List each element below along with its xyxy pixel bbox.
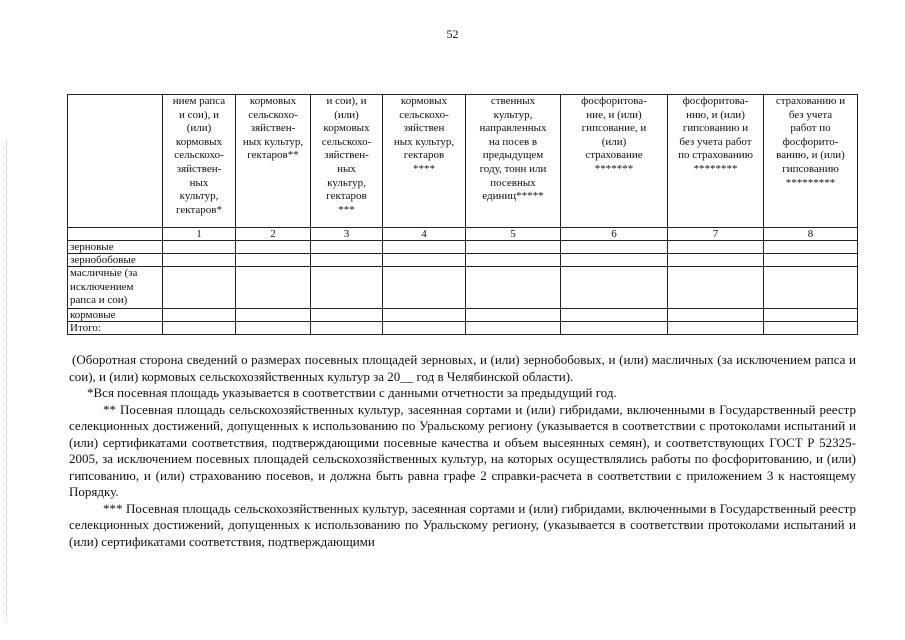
data-cell [163, 309, 236, 322]
data-cell [311, 241, 383, 254]
header-cell-col-3: и сои), и (или) кормовых сельскохо- зяйствен- ных культур, гектаров *** [311, 95, 383, 228]
data-cell [163, 322, 236, 335]
footnote-2: ** Посевная площадь сельскохозяйственных культур, засеянная сортами и (или) гибридами, включенными в Государственный реестр селекционных достижений, допущенных к использованию по Уральскому региону (указывается в соответствии с протоколами испытаний и (или) сертификатами соответствия, подтверждающими посевные качества и объем высеянных семян), и соответствующих ГОСТ Р 52325-2005, за исключением посевных площадей сельскохозяйственных культур, на которых осуществлялись работы по фосфоритованию, и (или) гипсованию, и (или) страхованию посевов, и должна быть равна графе 2 справки-расчета в соответствии с приложением 3 к настоящему Порядку. [69, 401, 856, 499]
data-cell [236, 254, 311, 267]
data-cell [764, 322, 858, 335]
table-row-legumes [68, 254, 858, 267]
header-cell-col-1: нием рапса и сои), и (или) кормовых сельскохо- зяйствен- ных культур, гектаров* [163, 95, 236, 228]
column-number: 1 [163, 228, 236, 241]
row-label: зерновые [68, 241, 163, 254]
data-cell [668, 254, 764, 267]
data-cell [236, 241, 311, 254]
header-cell-col-8: страхованию и без учета работ по фосфорито- ванию, и (или) гипсованию ********* [764, 95, 858, 228]
row-label: Итого: [68, 322, 163, 335]
header-cell-col-5: ственных культур, направленных на посев в предыдущем году, тонн или посевных единиц***** [466, 95, 561, 228]
table-row-oilseeds [68, 267, 858, 309]
header-cell-col-6: фосфоритова- ние, и (или) гипсование, и (или) страхование ******* [561, 95, 668, 228]
column-number-label [68, 228, 163, 241]
column-number: 5 [466, 228, 561, 241]
table-caption: (Оборотная сторона сведений о размерах посевных площадей зерновых, и (или) зернобобовых, и (или) масличных (за исключением рапса и сои), и (или) кормовых сельскохозяйственных культур за 20__ год в Челябинской области). [69, 352, 856, 384]
data-cell [764, 241, 858, 254]
data-cell [561, 254, 668, 267]
data-cell [466, 309, 561, 322]
data-cell [163, 254, 236, 267]
data-cell [311, 254, 383, 267]
data-cell [383, 241, 466, 254]
data-cell [383, 309, 466, 322]
footnote-1: *Вся посевная площадь указывается в соответствии с данными отчетности за предыдущий год. [87, 385, 617, 400]
data-cell [561, 322, 668, 335]
document-body [69, 352, 856, 550]
row-label: масличные (за исключением рапса и сои) [68, 267, 163, 309]
data-cell [311, 267, 383, 309]
data-cell [163, 267, 236, 309]
data-cell [764, 267, 858, 309]
data-cell [163, 241, 236, 254]
column-number-row [68, 228, 858, 241]
data-cell [466, 254, 561, 267]
data-cell [236, 267, 311, 309]
data-cell [561, 267, 668, 309]
row-label: зернобобовые [68, 254, 163, 267]
data-cell [236, 322, 311, 335]
table-row-forage [68, 309, 858, 322]
data-cell [668, 309, 764, 322]
data-cell [311, 322, 383, 335]
page-number: 52 [446, 27, 459, 41]
table-row-total [68, 322, 858, 335]
column-number: 6 [561, 228, 668, 241]
data-cell [236, 309, 311, 322]
header-cell-label [68, 95, 163, 228]
table-header-row [68, 95, 858, 228]
data-cell [668, 322, 764, 335]
column-number: 4 [383, 228, 466, 241]
data-cell [668, 267, 764, 309]
data-cell [764, 309, 858, 322]
data-cell [561, 309, 668, 322]
data-cell [668, 241, 764, 254]
data-cell [764, 254, 858, 267]
header-cell-col-2: кормовых сельскохо- зяйствен- ных культур, гектаров** [236, 95, 311, 228]
column-number: 2 [236, 228, 311, 241]
column-number: 7 [668, 228, 764, 241]
data-cell [311, 309, 383, 322]
data-cell [466, 241, 561, 254]
column-number: 3 [311, 228, 383, 241]
data-cell [383, 254, 466, 267]
header-cell-col-7: фосфоритова- нию, и (или) гипсованию и без учета работ по страхованию ******** [668, 95, 764, 228]
data-cell [383, 267, 466, 309]
data-cell [383, 322, 466, 335]
data-cell [466, 267, 561, 309]
data-cell [466, 322, 561, 335]
acreage-form-table [67, 94, 858, 335]
data-cell [561, 241, 668, 254]
header-cell-col-4: кормовых сельскохо- зяйствен ных культур, гектаров **** [383, 95, 466, 228]
column-number: 8 [764, 228, 858, 241]
row-label: кормовые [68, 309, 163, 322]
table-row-grain [68, 241, 858, 254]
footnote-3: *** Посевная площадь сельскохозяйственных культур, засеянная сортами и (или) гибридами, включенными в Государственный реестр селекционных достижений, допущенных к использованию по Уральскому региону, (указывается в соответствии протоколами испытаний и (или) сертификатами соответствия, подтверждающими [69, 500, 856, 549]
scan-edge-artifact [6, 140, 8, 620]
